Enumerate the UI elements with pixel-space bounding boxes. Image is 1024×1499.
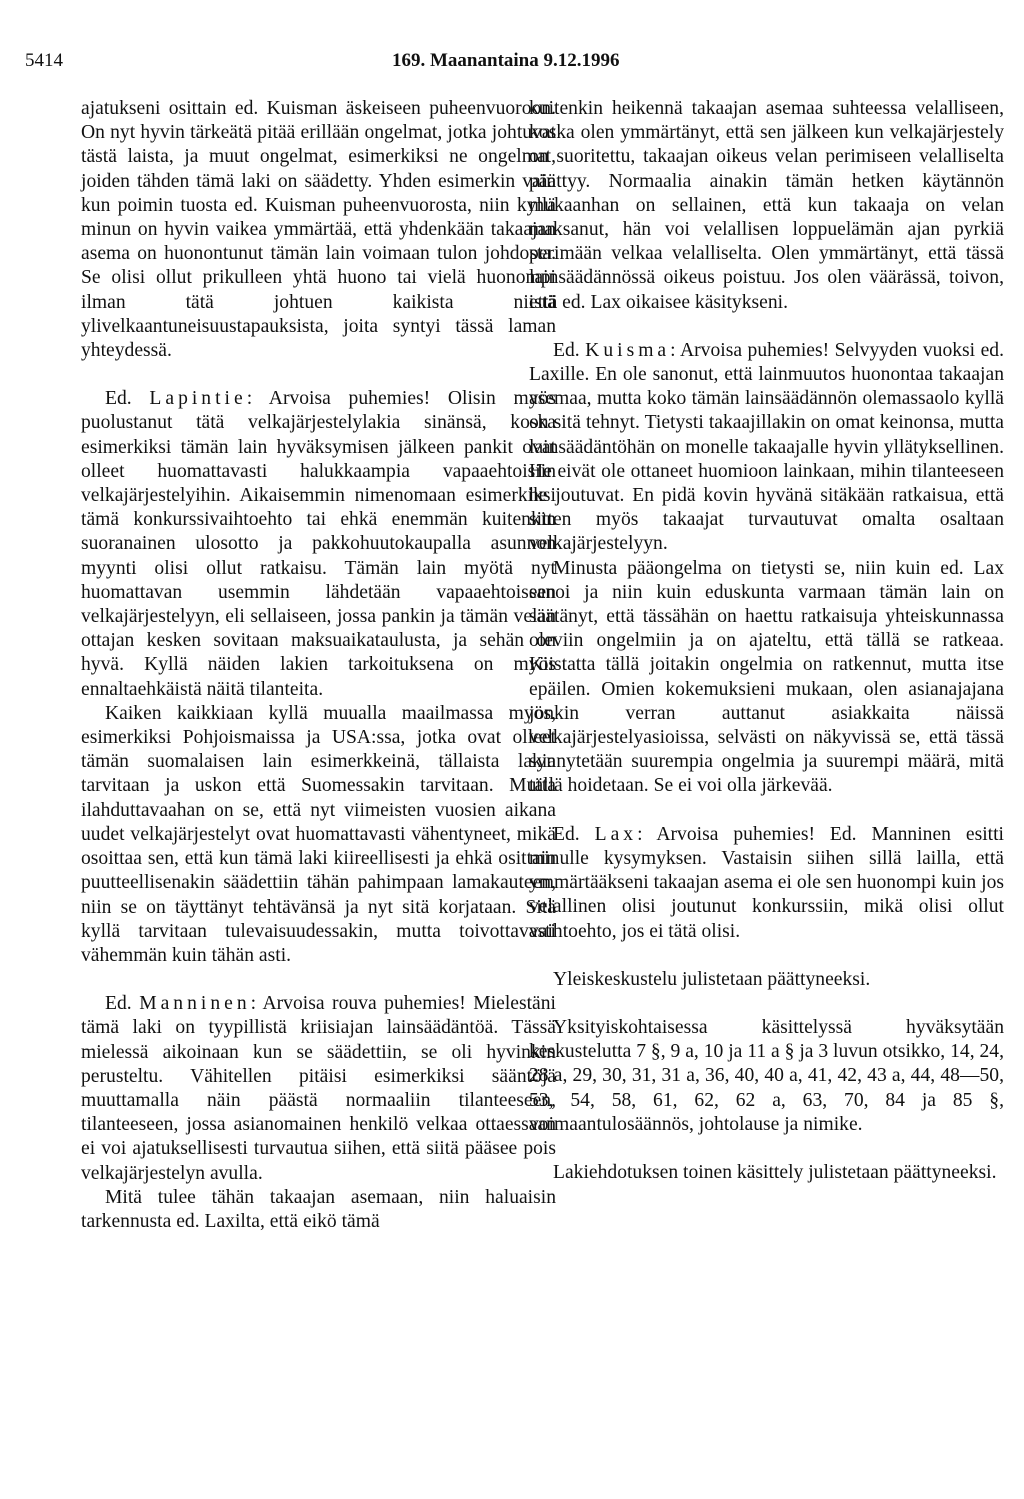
running-head: 169. Maanantaina 9.12.1996 bbox=[392, 50, 620, 71]
paragraph: Kaiken kaikkiaan kyllä muualla maailmassa myös, esimerkiksi Pohjoismaissa ja USA:ssa, jotka ovat olleet tämän suomalaisen lain esimerkkeinä, tällaista lakia tarvitaan ja uskon että Suomessakin tarvitaan. Mutta ilahduttavaahan on se, että nyt viimeisten vuosien aikana uudet velkajärjestelyt ovat huomattavasti vähentyneet, mikä osoittaa sen, että kun tämä laki kiireellisesti ja ehkä osittain puutteellisenakin säädettiin tähän pahimpaan lamakauteen, niin se on täyttänyt tehtävänsä ja nyt sitä korjataan. Sitä kyllä tarvitaan tulevaisuudessakin, mutta toivottavasti vähemmän kuin tähän asti. bbox=[81, 702, 556, 966]
speaker-prefix: Ed. bbox=[105, 388, 132, 410]
speaker-prefix: Ed. bbox=[553, 339, 580, 361]
speech-kuisma bbox=[529, 339, 1004, 557]
speaker-name: Lax bbox=[594, 823, 638, 845]
procedural-note: Yksityiskohtaisessa käsittelyssä hyväksytään keskustelutta 7 §, 9 a, 10 ja 11 a § ja 3 luvun otsikko, 14, 24, 28 a, 29, 30, 31, 31 a, 36, 40, 40 a, 41, 42, 43 a, 44, 48—50, 53, 54, 58, 61, 62, 62 a, 63, 70, 84 ja 85 §, voimaantulosäännös, johtolause ja nimike. bbox=[529, 1016, 1004, 1135]
speech-text: : Arvoisa puhemies! Selvyyden vuoksi ed. Laxille. En ole sanonut, että lainmuutos huonontaa takaajan asemaa, mutta koko tämän lainsäädännön olemassaolo kyllä on sitä tehnyt. Tietysti takaajillakin on omat keinonsa, mutta lainsäädäntöhän on monelle takaajalle hyvin yllätyksellinen. He eivät ole ottaneet huomioon lainkaan, mihin tilanteeseen he joutuvat. En pidä kovin hyvänä sitäkään ratkaisua, että sitten myös takaajat turvautuvat omalta osaltaan velkajärjestelyyn. bbox=[529, 339, 1004, 555]
right-column bbox=[529, 97, 1004, 1185]
speaker-prefix: Ed. bbox=[553, 823, 580, 845]
speaker-name: Kuisma bbox=[585, 339, 671, 361]
speaker-prefix: Ed. bbox=[105, 993, 132, 1015]
paragraph: Minusta pääongelma on tietysti se, niin kuin ed. Lax sanoi ja niin kuin eduskunta varmaan tämän lain on säätänyt, että tässähän on haettu ratkaisuja yhteiskunnassa oleviin ongelmiin ja on ajateltu, että tällä se ratkeaa. Kiistatta tällä joitakin ongelmia on ratkennut, mutta itse epäilen. Omien kokemuksieni mukaan, olen asianajajana jonkin verran auttanut asiakkaita näissä velkajärjestelyasioissa, selvästi on näkyvissä se, että tässä synnytetään suurempia ongelmia ja suurempi määrä, mitä tällä hoidetaan. Se ei voi olla järkevää. bbox=[529, 557, 1004, 797]
speaker-name: Lapintie bbox=[149, 388, 247, 410]
speech-text: : Arvoisa rouva puhemies! Mielestäni tämä laki on tyypillistä kriisiajan lainsäädäntöä. Tässä mielessä aikoinaan kun se säädettiin, se oli hyvinkin perusteltu. Vähitellen pitäisi esimerkiksi sääntöjä muuttamalla näin päästä normaaliin tilanteeseen, tilanteeseen, jossa asianomainen henkilö velkaa ottaessaan ei voi ajatuksellisesti turvautua siihen, että siitä pääsee pois velkajärjestelyn avulla. bbox=[81, 993, 556, 1184]
speech-text: : Arvoisa puhemies! Ed. Manninen esitti minulle kysymyksen. Vastaisin siihen sillä lailla, että ymmärtääkseni takaajan asema ei ole sen huonompi kuin jos velallinen olisi joutunut konkurssiin, mikä olisi ollut vaihtoehto, jos ei tätä olisi. bbox=[529, 823, 1004, 942]
procedural-note: Lakiehdotuksen toinen käsittely julistetaan päättyneeksi. bbox=[553, 1161, 997, 1183]
speaker-name: Manninen bbox=[139, 993, 251, 1015]
speech-manninen bbox=[81, 992, 556, 1186]
paragraph: kuitenkin heikennä takaajan asemaa suhteessa velalliseen, koska olen ymmärtänyt, että sen jälkeen kun velkajärjestely on suoritettu, takaajan oikeus velan perimiseen velalliselta päättyy. Normaalia ainakin tämän hetken käytännön mukaanhan on sellainen, että kun takaaja on velan maksanut, hän voi velallisen loppuelämän ajan pyrkiä perimään velkaa velalliselta. Olen ymmärtänyt, että tässä lainsäädännössä oikeus poistuu. Jos olen väärässä, toivon, että ed. Lax oikaisee käsitykseni. bbox=[529, 98, 1004, 313]
paragraph: ajatukseni osittain ed. Kuisman äskeiseen puheenvuoroon. On nyt hyvin tärkeätä pitää erillään ongelmat, jotka johtuvat tästä laista, ja muut ongelmat, esimerkiksi ne ongelmat, joiden tähden tämä laki on säädetty. Yhden esimerkin vain kun poimin tuosta ed. Kuisman puheenvuorosta, niin kyllä minun on hyvin vaikea ymmärtää, että yhdenkään takaajan asema on huonontunut tämän lain voimaan tulon johdosta. Se olisi ollut prikulleen yhtä huono tai vielä huonompi ilman tätä johtuen kaikista niistä ylivelkaantuneisuustapauksista, joita syntyi tässä laman yhteydessä. bbox=[81, 98, 556, 362]
speech-lax bbox=[529, 823, 1004, 944]
left-column bbox=[81, 97, 556, 1234]
speech-lapintie bbox=[81, 387, 556, 702]
page-number: 5414 bbox=[25, 50, 63, 71]
paragraph: Mitä tulee tähän takaajan asemaan, niin haluaisin tarkennusta ed. Laxilta, että eikö tämä bbox=[81, 1186, 556, 1232]
procedural-note: Yleiskeskustelu julistetaan päättyneeksi. bbox=[553, 968, 871, 990]
speech-text: : Arvoisa puhemies! Olisin myös puolustanut tätä velkajärjestelylakia sinänsä, koska esimerkiksi tämän lain hyväksymisen jälkeen pankit ovat olleet huomattavasti halukkaampia vapaaehtoisiin velkajärjestelyihin. Aikaisemmin nimenomaan esimerkiksi tämä konkurssivaihtoehto tai ehkä enemmän kuitenkin suoranainen ulosotto ja pakkohuutokaupalla asunnon myynti olisi ollut ratkaisu. Tämän lain myötä nyt huomattavan usemmin lähdetään vapaaehtoiseen velkajärjestelyyn, eli sellaiseen, jossa pankin ja tämän velan ottajan kesken sovitaan maksuaikataulusta, ja sehän on hyvä. Kyllä näiden lakien tarkoituksena on myös ennaltaehkäistä näitä tilanteita. bbox=[81, 388, 556, 700]
